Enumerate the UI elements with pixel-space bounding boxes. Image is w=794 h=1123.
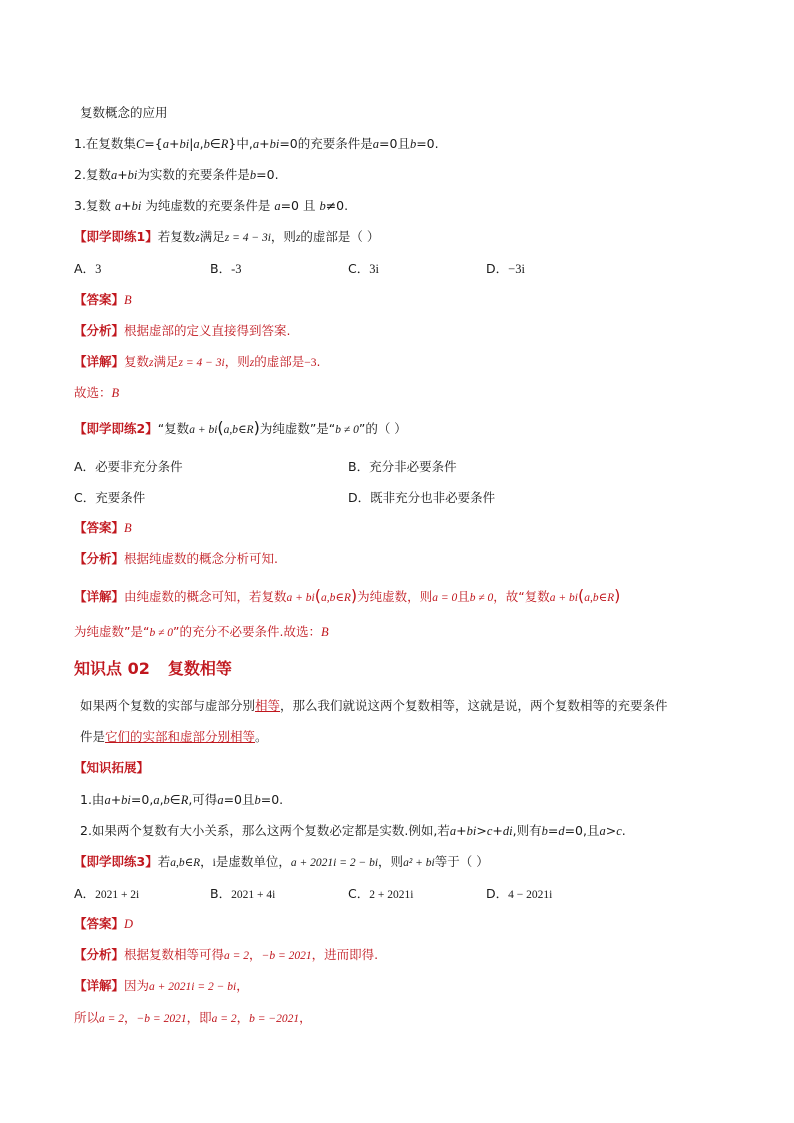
exercise-2-detail-line1: 【详解】由纯虚数的概念可知，若复数a + bi(a,b∈R)为纯虚数，则a = 0且b ≠ 0，故“复数a + bi(a,b∈R) (74, 586, 621, 605)
kp-paragraph-line1: 如果两个复数的实部与虚部分别相等，那么我们就说这两个复数相等，这就是说，两个复数相等的充要条件 (80, 698, 668, 713)
exercise-1-analysis: 【分析】根据虚部的定义直接得到答案. (74, 323, 291, 338)
exercise-3-answer: 【答案】D (74, 916, 134, 931)
option-d: D．4 − 2021i (486, 886, 553, 901)
exercise-tag: 【即学即练1】 (74, 229, 158, 244)
exercise-3-analysis: 【分析】根据复数相等可得a = 2，−b = 2021，进而即得. (74, 947, 379, 962)
exercise-1-choice: 故选：B (74, 385, 120, 400)
knowledge-extension-tag: 【知识拓展】 (74, 760, 150, 775)
extension-point-2: 2.如果两个复数有大小关系，那么这两个复数必定都是实数.例如,若a+bi>c+di,则有b=d=0,且a>c. (80, 823, 626, 838)
option-b: B．-3 (210, 261, 242, 276)
option-c: C．充要条件 (74, 490, 146, 505)
option-b: B．充分非必要条件 (348, 459, 457, 474)
exercise-1-answer: 【答案】B (74, 292, 132, 307)
knowledge-point-heading: 知识点 02 复数相等 (74, 659, 232, 678)
exercise-2-detail-line2: 为纯虚数”是“b ≠ 0”的充分不必要条件.故选：B (74, 624, 329, 639)
exercise-3-detail: 【详解】因为a + 2021i = 2 − bi， (74, 978, 249, 993)
option-d: D．−3i (486, 261, 525, 276)
exercise-2-stem: 【即学即练2】“复数a + bi(a,b∈R)为纯虚数”是“b ≠ 0”的（ ） (74, 418, 407, 437)
point-3: 3.复数 a+bi 为纯虚数的充要条件是 a=0 且 b≠0. (74, 198, 349, 213)
point-1: 1.在复数集C={a+bi|a,b∈R}中,a+bi=0的充要条件是a=0且b=0. (74, 136, 439, 151)
exercise-1-stem: 【即学即练1】若复数z满足z = 4 − 3i，则z的虚部是（ ） (74, 229, 380, 244)
exercise-3-detail-continued: 所以a = 2，−b = 2021，即a = 2，b = −2021， (74, 1010, 312, 1025)
kp-paragraph-line2: 件是它们的实部和虚部分别相等。 (80, 729, 268, 744)
exercise-2-answer: 【答案】B (74, 520, 132, 535)
option-a: A．3 (74, 261, 102, 276)
extension-point-1: 1.由a+bi=0,a,b∈R,可得a=0且b=0. (80, 792, 284, 807)
exercise-3-stem: 【即学即练3】若a,b∈R，i是虚数单位，a + 2021i = 2 − bi，则a² + bi等于（ ） (74, 854, 489, 869)
option-b: B．2021 + 4i (210, 886, 276, 901)
option-d: D．既非充分也非必要条件 (348, 490, 496, 505)
option-a: A．2021 + 2i (74, 886, 140, 901)
option-a: A．必要非充分条件 (74, 459, 183, 474)
section-title: 复数概念的应用 (80, 105, 168, 120)
exercise-1-detail: 【详解】复数z满足z = 4 − 3i，则z的虚部是−3. (74, 354, 321, 369)
option-c: C．2 + 2021i (348, 886, 414, 901)
point-2: 2.复数a+bi为实数的充要条件是b=0. (74, 167, 279, 182)
exercise-2-analysis: 【分析】根据纯虚数的概念分析可知. (74, 551, 278, 566)
option-c: C．3i (348, 261, 379, 276)
